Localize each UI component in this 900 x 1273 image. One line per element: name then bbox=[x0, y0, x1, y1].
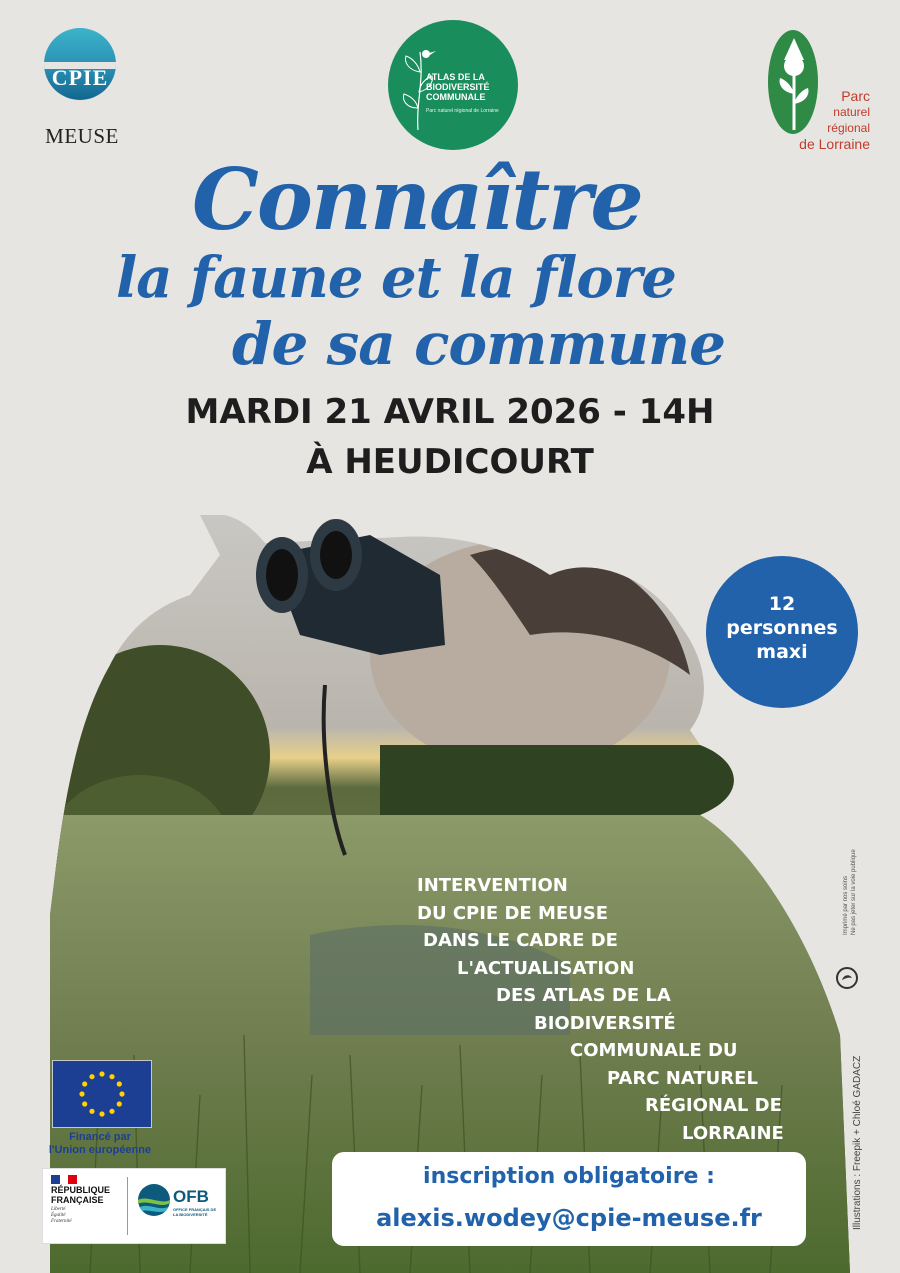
pnr-line-4: de Lorraine bbox=[799, 136, 870, 152]
logo-divider bbox=[127, 1177, 128, 1235]
pnr-line-2: naturel bbox=[833, 105, 870, 119]
intervention-line: L'ACTUALISATION bbox=[457, 957, 635, 979]
event-place: À HEUDICOURT bbox=[306, 442, 594, 482]
intervention-line: RÉGIONAL DE bbox=[645, 1095, 782, 1116]
abc-line-1: ATLAS DE LA bbox=[426, 72, 485, 82]
intervention-line: INTERVENTION bbox=[417, 875, 568, 896]
intervention-line: PARC NATUREL bbox=[607, 1067, 758, 1089]
print-notice-2: Ne pas jeter sur la voie publique bbox=[851, 849, 857, 935]
rf-line-2: FRANÇAISE bbox=[51, 1195, 104, 1205]
pnr-lorraine-logo bbox=[766, 28, 870, 158]
cpie-logo-word: CPIE bbox=[51, 65, 109, 90]
pnr-line-1: Parc bbox=[841, 88, 870, 104]
abc-line-2: BIODIVERSITÉ bbox=[426, 82, 490, 92]
intervention-line: COMMUNALE DU bbox=[570, 1040, 738, 1061]
rf-motto-1: Liberté bbox=[51, 1207, 66, 1212]
rf-line-1: RÉPUBLIQUE bbox=[51, 1185, 111, 1195]
cpie-meuse-logo bbox=[40, 28, 124, 148]
headline-line-1: Connaître bbox=[192, 150, 642, 249]
badge-number: 12 bbox=[768, 593, 796, 615]
ofb-wordmark: OFB bbox=[173, 1187, 209, 1206]
intervention-line: DU CPIE DE MEUSE bbox=[417, 902, 609, 924]
headline-line-2: la faune et la flore bbox=[116, 245, 676, 311]
pnr-line-3: régional bbox=[827, 121, 870, 135]
inscription-email[interactable]: alexis.wodey@cpie-meuse.fr bbox=[376, 1204, 762, 1232]
rf-ofb-logos bbox=[42, 1168, 226, 1244]
intervention-line: DES ATLAS DE LA bbox=[496, 985, 671, 1006]
intervention-line: LORRAINE bbox=[682, 1122, 784, 1144]
ofb-globe-icon bbox=[137, 1183, 171, 1217]
inscription-label: inscription obligatoire : bbox=[423, 1164, 715, 1189]
imprim-vert-icon bbox=[835, 966, 859, 990]
eu-caption-2: l'Union européenne bbox=[48, 1144, 152, 1156]
abc-small-caption: Parc naturel régional de Lorraine bbox=[426, 108, 499, 114]
intervention-line: BIODIVERSITÉ bbox=[534, 1012, 676, 1034]
capacity-badge bbox=[706, 556, 858, 708]
intervention-line: DANS LE CADRE DE bbox=[423, 930, 618, 951]
badge-line-3: maxi bbox=[756, 641, 808, 663]
headline-line-3: de sa commune bbox=[232, 310, 726, 378]
marianne-icon bbox=[51, 1175, 77, 1184]
ofb-subtitle: OFFICE FRANÇAIS DE LA BIODIVERSITÉ bbox=[173, 1207, 217, 1217]
badge-line-2: personnes bbox=[726, 617, 838, 639]
eu-caption bbox=[30, 1131, 170, 1157]
intervention-text bbox=[300, 872, 800, 1147]
illustrations-credit: Illustrations : Freepik + Chloé GADACZ bbox=[852, 1055, 863, 1230]
event-date: MARDI 21 AVRIL 2026 - 14H bbox=[185, 392, 715, 432]
eu-flag-icon bbox=[52, 1060, 152, 1128]
rf-motto-2: Égalité bbox=[51, 1213, 66, 1218]
abc-line-3: COMMUNALE bbox=[426, 92, 486, 102]
inscription-box bbox=[332, 1152, 806, 1246]
cpie-logo-region: MEUSE bbox=[45, 124, 119, 148]
rf-motto-3: Fraternité bbox=[51, 1219, 72, 1224]
print-notice bbox=[842, 849, 858, 935]
print-notice-1: Imprimé par nos soins bbox=[843, 875, 849, 935]
eu-caption-1: Financé par bbox=[69, 1131, 131, 1143]
abc-logo bbox=[388, 20, 518, 150]
